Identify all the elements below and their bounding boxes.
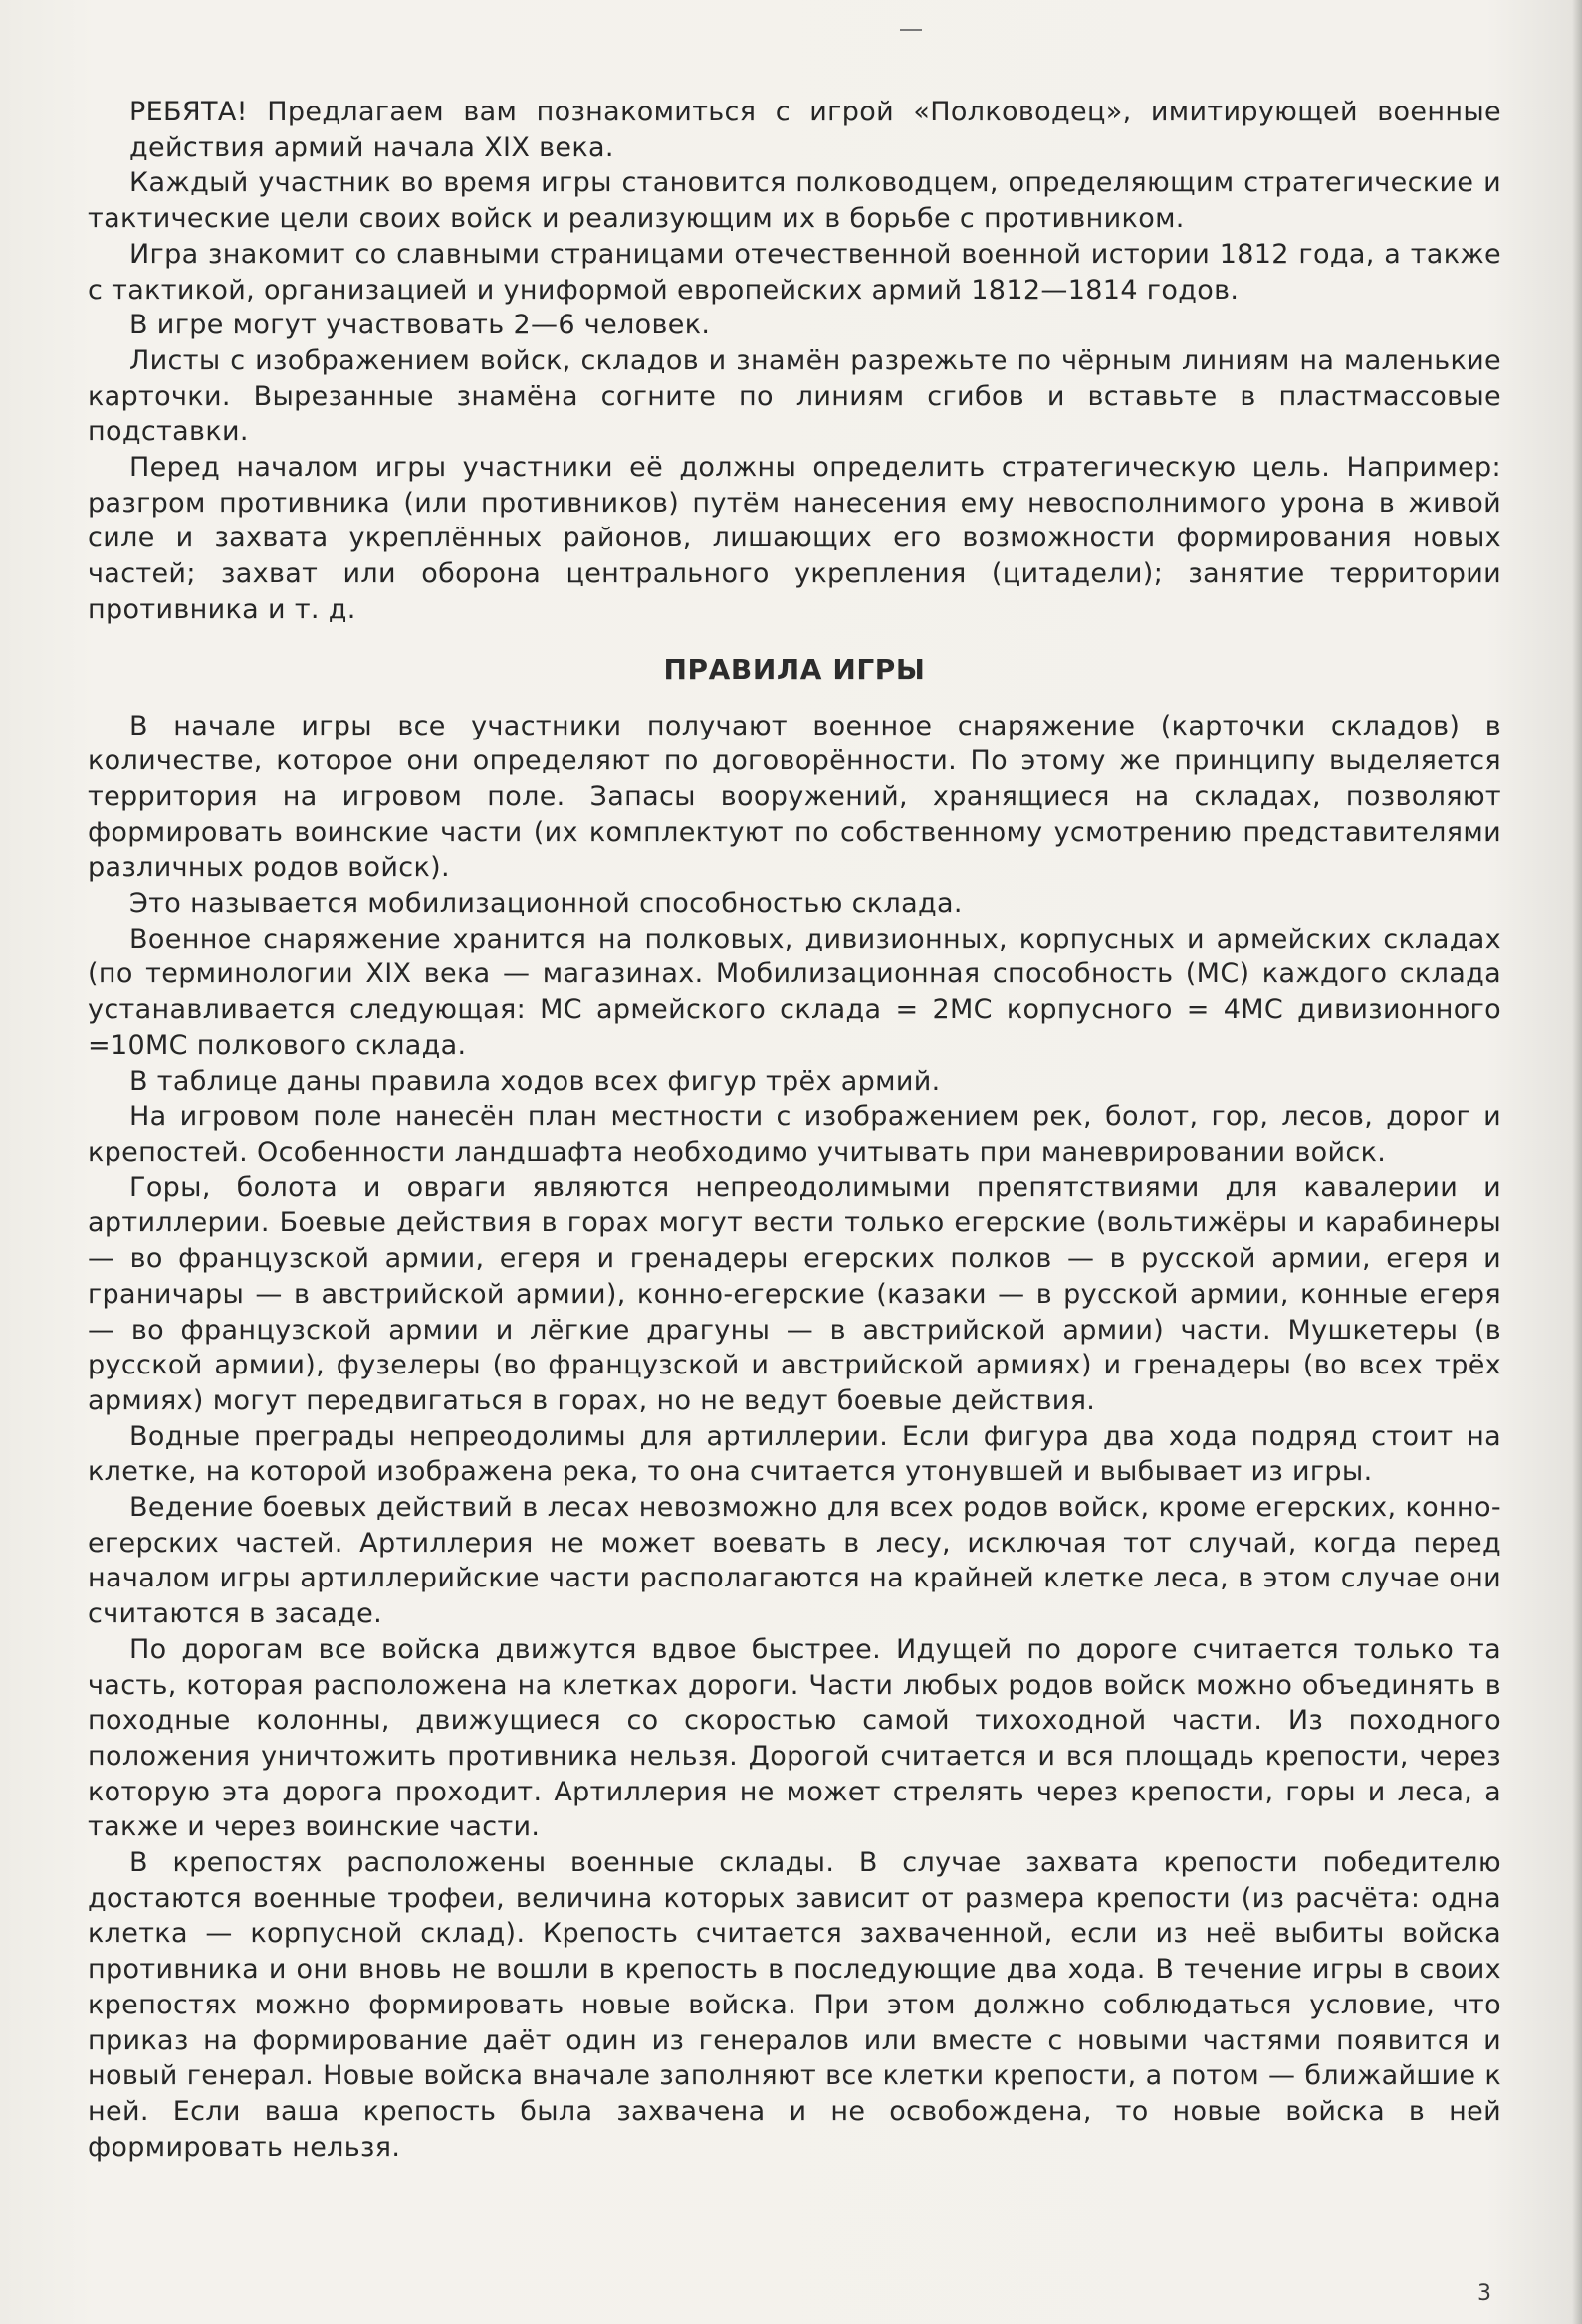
page-edge-shadow <box>1572 0 1582 2324</box>
page-number: 3 <box>1477 2281 1491 2306</box>
rules-paragraph: По дорогам все войска движутся вдвое быстрее. Идущей по дороге считается только та часть, которая расположена на клетках дороги. Части любых родов войск можно объединять в походные колонны, движущиеся со скоростью самой тихоходной части. Из походного положения уничтожить противника нельзя. Дорогой считается и вся площадь крепости, через которую эта дорога проходит. Артиллерия не может стрелять через крепости, горы и леса, а также и через воинские части. <box>88 1633 1501 1843</box>
rules-paragraph: Водные преграды непреодолимы для артиллерии. Если фигура два хода подряд стоит на клетке, на которой изображена река, то она считается утонувшей и выбывает из игры. <box>88 1420 1501 1488</box>
rules-paragraph: Военное снаряжение хранится на полковых, дивизионных, корпусных и армейских складах (по терминологии XIX века — магазинах. Мобилизационная способность (МС) каждого склада устанавливается следующая: МС армейского склада = 2МС корпусного = 4МС дивизионного =10МС полкового склада. <box>88 923 1501 1061</box>
intro-paragraph: Перед началом игры участники её должны определить стратегическую цель. Например: разгром противника (или противников) путём нанесения ему невосполнимого урона в живой силе и захвата укреплённых районов, лишающих его возможности формирования новых частей; захват или оборона центрального укрепления (цитадели); занятие территории противника и т. д. <box>88 452 1501 625</box>
rules-paragraph: Ведение боевых действий в лесах невозможно для всех родов войск, кроме егерских, конно-егерских частей. Артиллерия не может воевать в лесу, исключая тот случай, когда перед началом игры артиллерийские части располагаются на крайней клетке леса, в этом случае они считаются в засаде. <box>88 1492 1501 1630</box>
rules-paragraph: В начале игры все участники получают военное снаряжение (карточки складов) в количестве, которое они определяют по договорённости. По этому же принципу выделяется территория на игровом поле. Запасы вооружений, хранящиеся на складах, позволяют формировать воинские части (их комплектуют по собственному усмотрению представителями различных родов войск). <box>88 710 1501 884</box>
text-column <box>88 95 1501 2165</box>
intro-paragraph: РЕБЯТА! Предлагаем вам познакомиться с игрой «Полководец», имитирующей военные действия армий начала XIX века. <box>129 97 1501 163</box>
rules-paragraph: В крепостях расположены военные склады. В случае захвата крепости победителю достаются военные трофеи, величина которых зависит от размера крепости (из расчёта: одна клетка — корпусной склад). Крепость считается захваченной, если из неё выбиты войска противника и они вновь не вошли в крепость в последующие два хода. В течение игры в своих крепостях можно формировать новые войска. При этом должно соблюдаться условие, что приказ на формирование даёт один из генералов или вместе с новыми частями появится и новый генерал. Новые войска вначале заполняют все клетки крепости, а потом — ближайшие к ней. Если ваша крепость была захвачена и не освобождена, то новые войска в ней формировать нельзя. <box>88 1847 1501 2163</box>
rules-paragraph: Это называется мобилизационной способностью склада. <box>129 888 963 920</box>
intro-paragraph: В игре могут участвовать 2—6 человек. <box>129 310 711 341</box>
intro-paragraph: Листы с изображением войск, складов и знамён разрежьте по чёрным линиям на маленькие карточки. Вырезанные знамёна согните по линиям сгибов и вставьте в пластмассовые подставки. <box>88 344 1501 448</box>
intro-paragraph: Каждый участник во время игры становится полководцем, определяющим стратегические и тактические цели своих войск и реализующим их в борьбе с противником. <box>88 167 1501 235</box>
rules-paragraph: На игровом поле нанесён план местности с изображением рек, болот, гор, лесов, дорог и крепостей. Особенности ландшафта необходимо учитывать при маневрировании войск. <box>88 1101 1501 1167</box>
rules-heading: ПРАВИЛА ИГРЫ <box>663 652 926 686</box>
intro-paragraph: Игра знакомит со славными страницами отечественной военной истории 1812 года, а также с тактикой, организацией и униформой европейских армий 1812—1814 годов. <box>88 238 1501 306</box>
rules-paragraph: Горы, болота и овраги являются непреодолимыми препятствиями для кавалерии и артиллерии. Боевые действия в горах могут вести только егерские (вольтижёры и карабинеры — во французской армии, егеря и гренадеры егерских полков — в русской армии, егеря и граничары — в австрийской армии), конно-егерские (казаки — в русской армии, конные егеря — во французской армии и лёгкие драгуны — в австрийской армии) части. Мушкетеры (в русской армии), фузелеры (во французской и австрийской армиях) и гренадеры (во всех трёх армиях) могут передвигаться в горах, но не ведут боевые действия. <box>88 1171 1501 1416</box>
top-print-mark <box>900 29 922 31</box>
rules-paragraph: В таблице даны правила ходов всех фигур трёх армий. <box>129 1065 941 1097</box>
